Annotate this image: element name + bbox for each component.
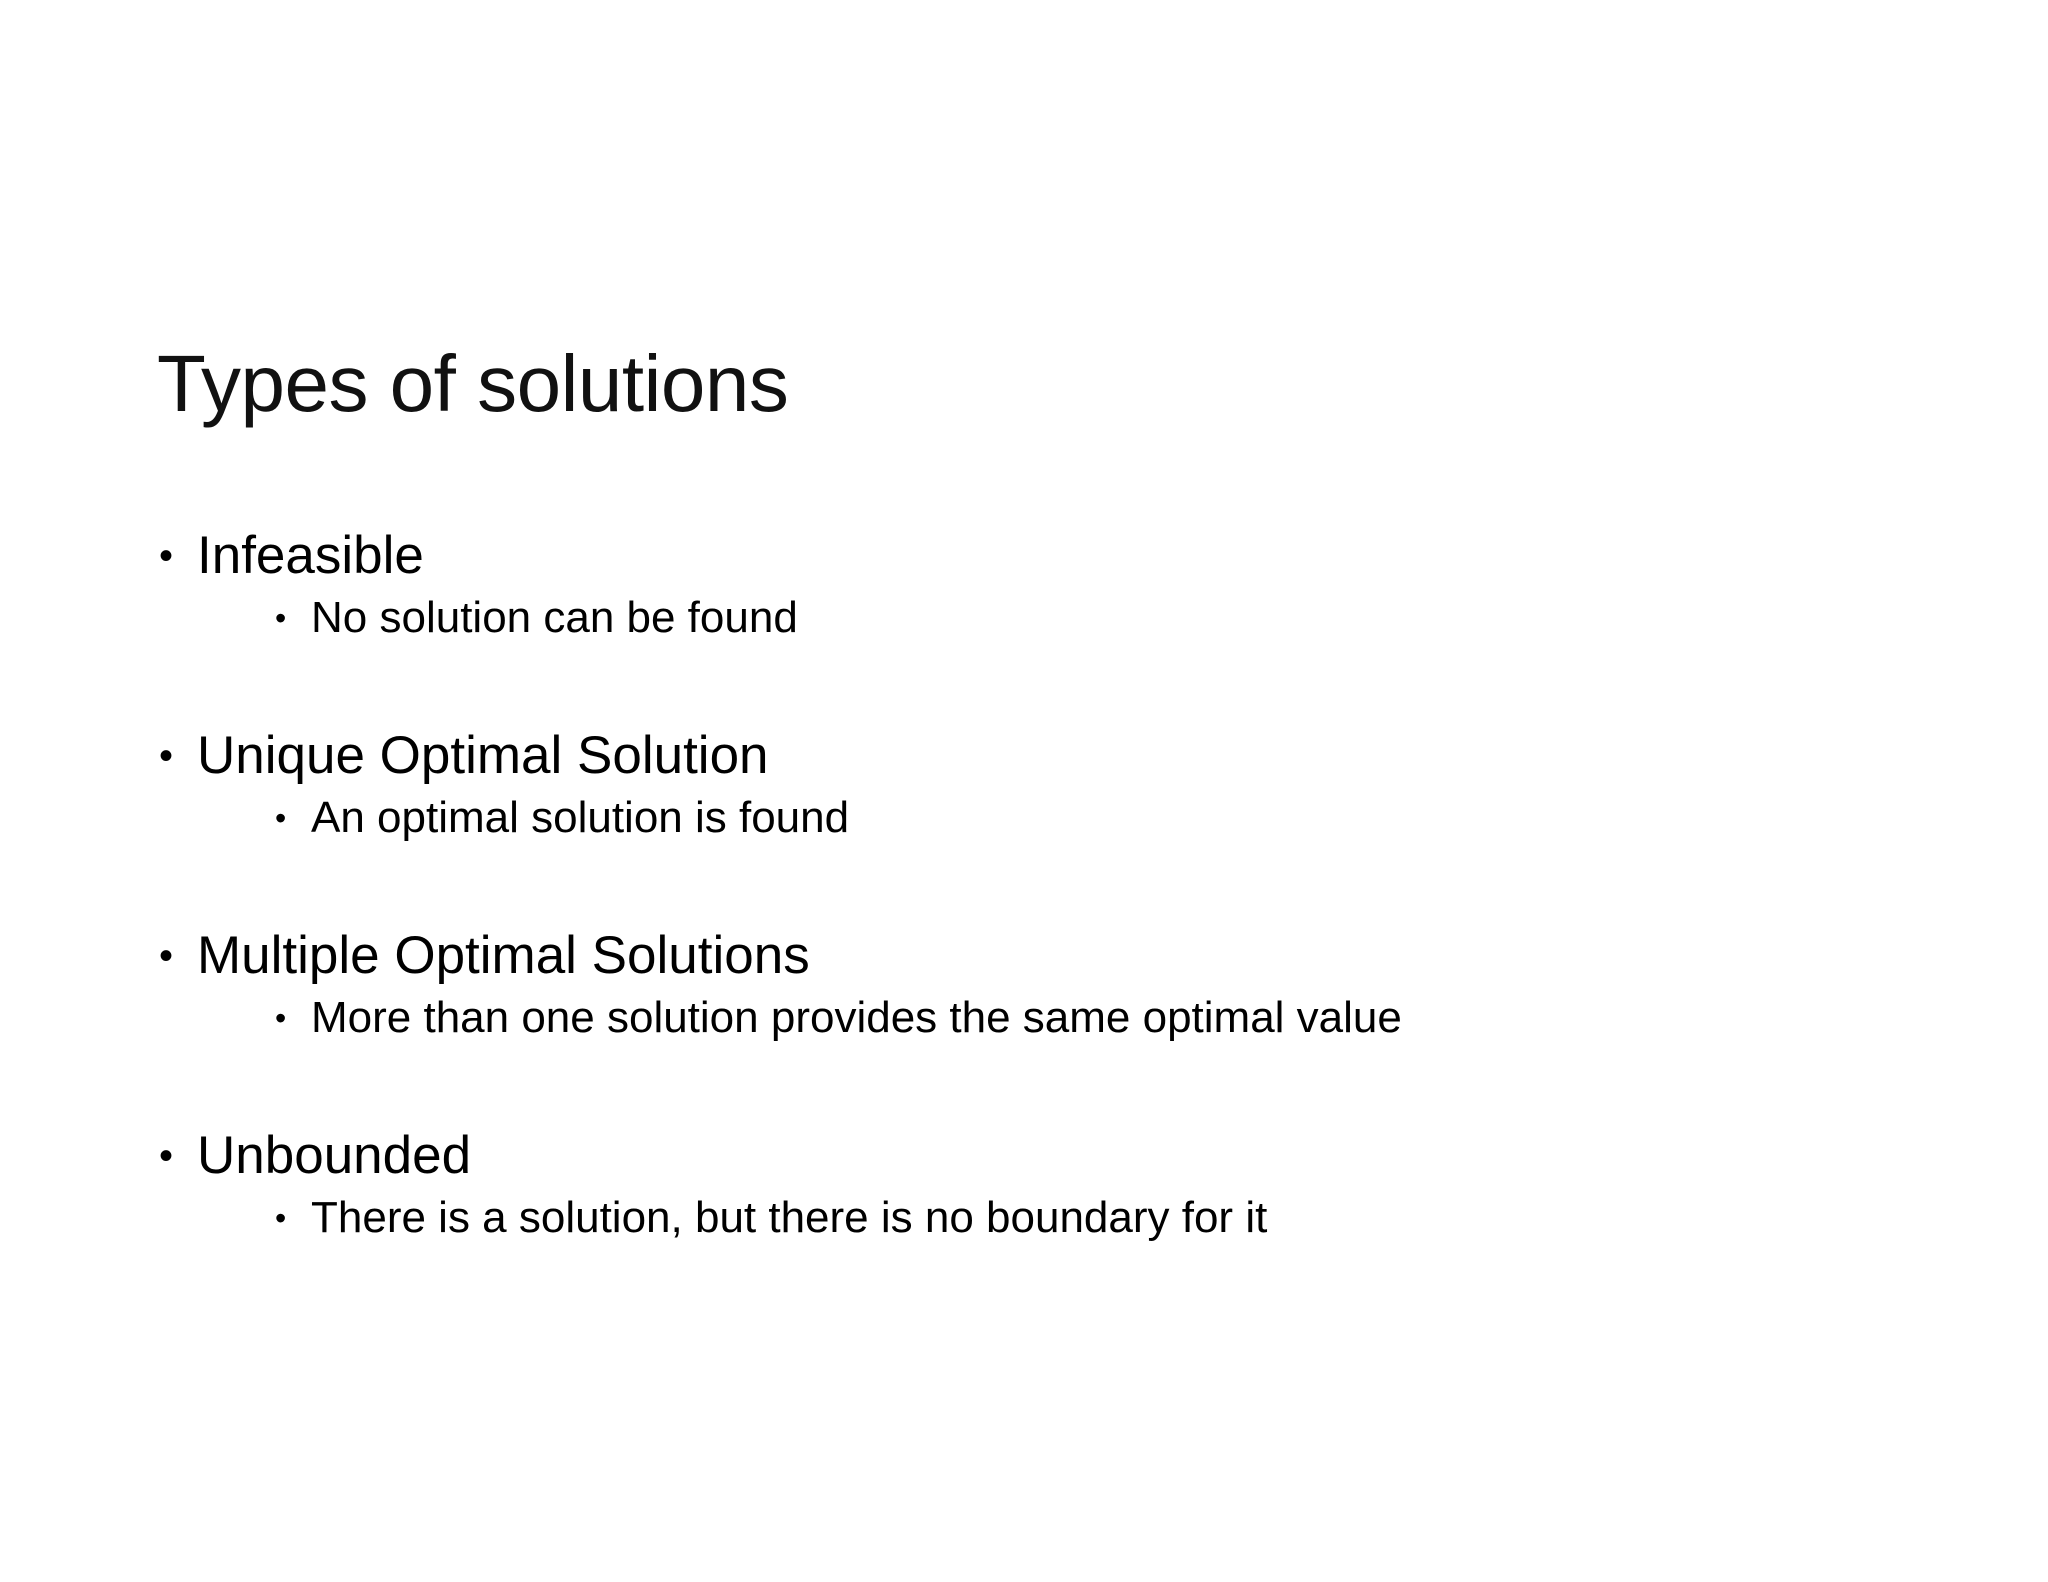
sub-bullet-dot: • [275, 800, 287, 836]
bullet-item-multiple-optimal [157, 924, 1402, 1046]
sub-bullet-dot: • [275, 600, 287, 636]
bullet-item-infeasible [157, 524, 798, 646]
bullet-item-unbounded [157, 1124, 1267, 1246]
bullet-dot: • [159, 534, 174, 578]
bullet-label: Unique Optimal Solution [197, 726, 769, 785]
bullet-dot: • [159, 1134, 174, 1178]
sub-bullet-dot: • [275, 1000, 287, 1036]
bullet-item-unique-optimal [157, 724, 849, 846]
bullet-label: Infeasible [197, 526, 424, 585]
sub-bullet-text: No solution can be found [311, 593, 798, 642]
bullet-dot: • [159, 934, 174, 978]
sub-bullet-text: An optimal solution is found [311, 793, 850, 842]
bullet-label: Unbounded [197, 1126, 472, 1185]
bullet-label: Multiple Optimal Solutions [197, 926, 810, 985]
sub-bullet-text: More than one solution provides the same optimal value [311, 993, 1402, 1042]
bullet-dot: • [159, 734, 174, 778]
sub-bullet-dot: • [275, 1200, 287, 1236]
slide-title: Types of solutions [157, 339, 789, 428]
sub-bullet-text: There is a solution, but there is no boundary for it [311, 1193, 1268, 1242]
